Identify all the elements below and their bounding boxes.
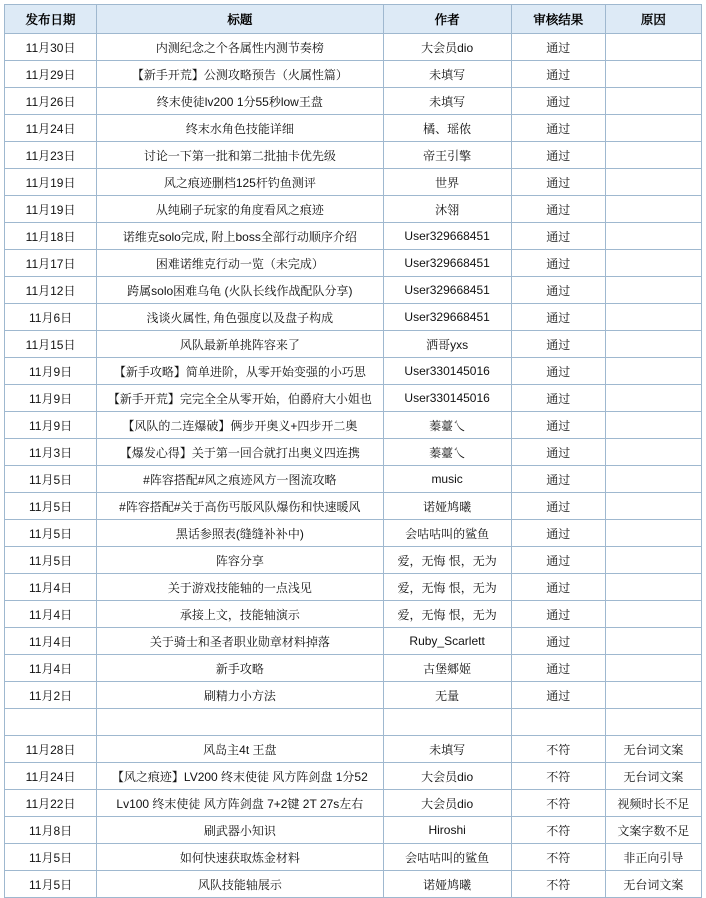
cell-author: Hiroshi [383,817,511,844]
cell-author: 大会员dio [383,34,511,61]
cell-title: 风之痕迹删档125杆钓鱼测评 [97,169,383,196]
cell-title: #阵容搭配#关于高伤丐版风队爆伤和快速暖风 [97,493,383,520]
cell-title: 浅谈火属性, 角色强度以及盘子构成 [97,304,383,331]
column-header-reason: 原因 [605,5,701,34]
cell-author: 无量 [383,682,511,709]
cell-author: 蓁薹乀 [383,439,511,466]
cell-title: 困难诺维克行动一览（未完成） [97,250,383,277]
table-row [5,61,702,88]
cell-reason [605,277,701,304]
cell-result: 通过 [511,655,605,682]
cell-title: 讨论一下第一批和第二批抽卡优先级 [97,142,383,169]
cell-author: 沐翎 [383,196,511,223]
table-row [5,223,702,250]
cell-author: 大会员dio [383,790,511,817]
cell-title: 关于游戏技能轴的一点浅见 [97,574,383,601]
cell-reason: 文案字数不足 [605,817,701,844]
table-row [5,655,702,682]
cell-reason [605,574,701,601]
table-row [5,385,702,412]
cell-author: 未填写 [383,61,511,88]
cell-author: User329668451 [383,223,511,250]
cell-title: 从纯刷子玩家的角度看风之痕迹 [97,196,383,223]
cell-title: 内测纪念之个各属性内测节奏榜 [97,34,383,61]
table-row [5,763,702,790]
cell-reason [605,196,701,223]
cell-title: 【风队的二连爆破】俩步开奥义+四步开二奥 [97,412,383,439]
cell-reason [605,223,701,250]
table-body [5,34,702,898]
cell-reason: 无台词文案 [605,736,701,763]
table-row [5,439,702,466]
cell-reason [605,385,701,412]
cell-result: 通过 [511,682,605,709]
cell-title [97,709,383,736]
cell-title: 诺维克solo完成, 附上boss全部行动顺序介绍 [97,223,383,250]
cell-author: 世界 [383,169,511,196]
cell-reason [605,520,701,547]
cell-reason [605,169,701,196]
cell-date: 11月5日 [5,493,97,520]
cell-result: 通过 [511,466,605,493]
column-header-author: 作者 [383,5,511,34]
cell-date: 11月8日 [5,817,97,844]
table-row [5,304,702,331]
cell-date: 11月23日 [5,142,97,169]
cell-title: 【爆发心得】关于第一回合就打出奥义四连携 [97,439,383,466]
cell-date: 11月22日 [5,790,97,817]
table-row [5,115,702,142]
table-row [5,358,702,385]
table-row [5,520,702,547]
cell-reason [605,304,701,331]
cell-author: 诺娅鸠曦 [383,871,511,898]
cell-date: 11月24日 [5,763,97,790]
table-row [5,547,702,574]
table-row [5,817,702,844]
cell-title: 风队最新单挑阵容来了 [97,331,383,358]
cell-date: 11月9日 [5,385,97,412]
cell-author: 蓁薹乀 [383,412,511,439]
cell-date: 11月28日 [5,736,97,763]
cell-result: 不符 [511,736,605,763]
cell-author: User329668451 [383,277,511,304]
cell-author: 会咕咕叫的鲨鱼 [383,520,511,547]
table-row [5,142,702,169]
cell-date: 11月4日 [5,574,97,601]
cell-result: 不符 [511,871,605,898]
cell-date: 11月5日 [5,547,97,574]
cell-date: 11月6日 [5,304,97,331]
cell-result: 通过 [511,88,605,115]
cell-result: 通过 [511,412,605,439]
cell-result: 通过 [511,628,605,655]
cell-author [383,709,511,736]
cell-author: User330145016 [383,385,511,412]
cell-date: 11月9日 [5,358,97,385]
table-row [5,196,702,223]
table-row [5,844,702,871]
cell-reason [605,547,701,574]
cell-reason [605,655,701,682]
cell-reason [605,466,701,493]
cell-date: 11月17日 [5,250,97,277]
cell-result: 通过 [511,601,605,628]
cell-reason: 无台词文案 [605,763,701,790]
cell-result: 通过 [511,493,605,520]
cell-reason [605,628,701,655]
cell-author: 爱，无悔 恨，无为 [383,601,511,628]
table-header-row [5,5,702,34]
cell-reason [605,34,701,61]
cell-date: 11月5日 [5,871,97,898]
cell-author: 会咕咕叫的鲨鱼 [383,844,511,871]
table-row [5,736,702,763]
cell-date: 11月26日 [5,88,97,115]
table-row [5,34,702,61]
cell-reason [605,439,701,466]
cell-title: 承接上文，技能轴演示 [97,601,383,628]
column-header-result: 审核结果 [511,5,605,34]
cell-date: 11月12日 [5,277,97,304]
cell-result: 通过 [511,358,605,385]
cell-title: 【新手开荒】公测攻略预告（火属性篇） [97,61,383,88]
cell-date: 11月3日 [5,439,97,466]
cell-reason: 视频时长不足 [605,790,701,817]
cell-reason [605,358,701,385]
cell-date: 11月24日 [5,115,97,142]
cell-result: 通过 [511,196,605,223]
cell-title: 新手攻略 [97,655,383,682]
cell-date: 11月30日 [5,34,97,61]
cell-result: 通过 [511,520,605,547]
cell-author: 大会员dio [383,763,511,790]
cell-author: 诺娅鸠曦 [383,493,511,520]
cell-date: 11月4日 [5,655,97,682]
cell-date: 11月9日 [5,412,97,439]
cell-reason [605,142,701,169]
cell-result: 通过 [511,223,605,250]
cell-date: 11月19日 [5,169,97,196]
cell-title: 终末使徒lv200 1分55秒low王盘 [97,88,383,115]
cell-result: 不符 [511,844,605,871]
cell-title: 刷武器小知识 [97,817,383,844]
cell-author: 未填写 [383,88,511,115]
cell-result: 通过 [511,250,605,277]
cell-reason [605,331,701,358]
table-row [5,331,702,358]
cell-date: 11月15日 [5,331,97,358]
cell-result: 通过 [511,142,605,169]
table-header [5,5,702,34]
cell-result: 通过 [511,574,605,601]
cell-author: 爱，无悔 恨，无为 [383,547,511,574]
cell-title: 【风之痕迹】LV200 终末使徒 风方阵剑盘 1分52 [97,763,383,790]
cell-reason [605,601,701,628]
cell-date: 11月19日 [5,196,97,223]
cell-title: 如何快速获取炼金材料 [97,844,383,871]
cell-date: 11月5日 [5,466,97,493]
cell-result: 通过 [511,169,605,196]
cell-date [5,709,97,736]
cell-result [511,709,605,736]
cell-date: 11月18日 [5,223,97,250]
cell-title: #阵容搭配#风之痕迹风方一图流攻略 [97,466,383,493]
cell-result: 通过 [511,304,605,331]
cell-result: 通过 [511,331,605,358]
cell-reason [605,709,701,736]
cell-author: User329668451 [383,250,511,277]
cell-title: 终末水角色技能详细 [97,115,383,142]
cell-title: 【新手攻略】简单进阶，从零开始变强的小巧思 [97,358,383,385]
table-row [5,412,702,439]
table-row [5,790,702,817]
cell-result: 通过 [511,547,605,574]
cell-result: 通过 [511,439,605,466]
cell-reason [605,61,701,88]
table-row [5,169,702,196]
cell-date: 11月5日 [5,520,97,547]
table-row [5,250,702,277]
table-row [5,277,702,304]
cell-author: User330145016 [383,358,511,385]
cell-title: Lv100 终末使徒 风方阵剑盘 7+2键 2T 27s左右 [97,790,383,817]
column-header-title: 标题 [97,5,383,34]
cell-author: Ruby_Scarlett [383,628,511,655]
cell-date: 11月5日 [5,844,97,871]
cell-result: 不符 [511,817,605,844]
cell-author: 帝王引擎 [383,142,511,169]
cell-reason [605,493,701,520]
cell-reason [605,88,701,115]
cell-title: 黑话参照表(缝缝补补中) [97,520,383,547]
cell-title: 风岛主4t 王盘 [97,736,383,763]
cell-result: 通过 [511,61,605,88]
table-row [5,601,702,628]
cell-date: 11月29日 [5,61,97,88]
cell-result: 通过 [511,34,605,61]
cell-result: 通过 [511,277,605,304]
cell-title: 刷精力小方法 [97,682,383,709]
cell-author: 橘、瑶侬 [383,115,511,142]
table-row [5,88,702,115]
cell-title: 跨属solo困难乌龟 (火队长线作战配队分享) [97,277,383,304]
cell-date: 11月2日 [5,682,97,709]
cell-result: 通过 [511,385,605,412]
cell-result: 不符 [511,763,605,790]
table-row [5,871,702,898]
cell-result: 不符 [511,790,605,817]
cell-reason [605,412,701,439]
column-header-date: 发布日期 [5,5,97,34]
table-row [5,574,702,601]
table-row [5,628,702,655]
cell-result: 通过 [511,115,605,142]
table-blank-row [5,709,702,736]
cell-author: 洒哥yxs [383,331,511,358]
cell-reason [605,115,701,142]
cell-author: 古堡郷姬 [383,655,511,682]
cell-author: music [383,466,511,493]
cell-reason [605,250,701,277]
cell-author: User329668451 [383,304,511,331]
cell-title: 关于骑士和圣者职业勋章材料掉落 [97,628,383,655]
cell-date: 11月4日 [5,628,97,655]
cell-author: 未填写 [383,736,511,763]
table-row [5,466,702,493]
submission-review-table [4,4,702,898]
cell-title: 【新手开荒】完完全全从零开始，伯爵府大小姐也 [97,385,383,412]
cell-date: 11月4日 [5,601,97,628]
table-row [5,682,702,709]
cell-reason: 无台词文案 [605,871,701,898]
cell-reason: 非正向引导 [605,844,701,871]
cell-author: 爱，无悔 恨，无为 [383,574,511,601]
cell-title: 风队技能轴展示 [97,871,383,898]
cell-reason [605,682,701,709]
cell-title: 阵容分享 [97,547,383,574]
table-row [5,493,702,520]
